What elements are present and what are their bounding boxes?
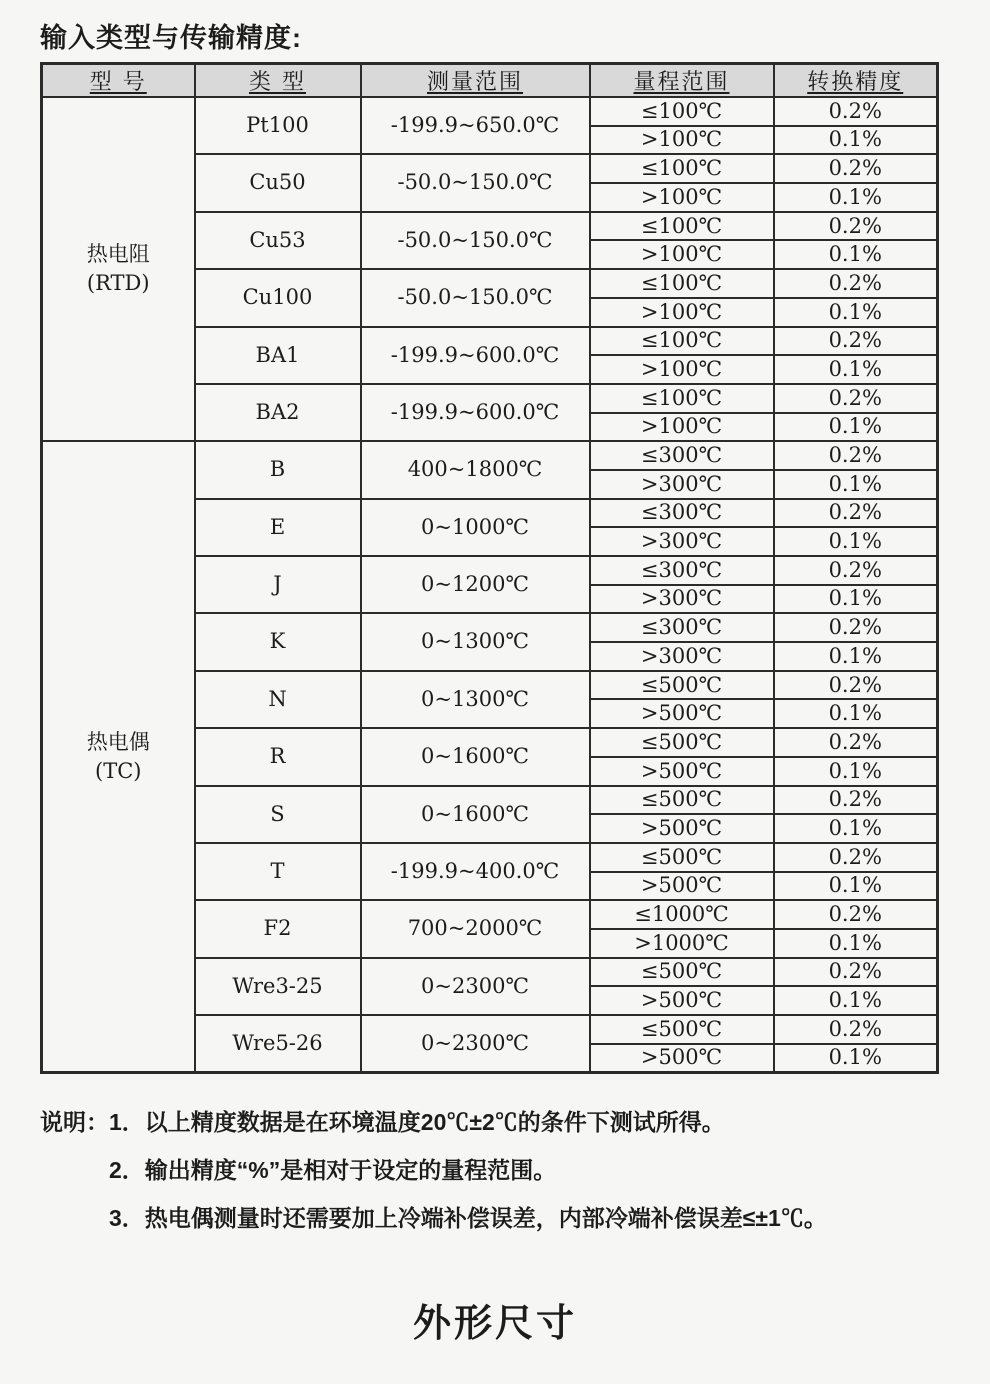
span-range-cell: ≤500℃ — [590, 1015, 774, 1044]
type-cell: S — [195, 786, 361, 843]
accuracy-cell: 0.2% — [774, 327, 938, 356]
accuracy-cell: 0.2% — [774, 154, 938, 183]
type-cell: Cu53 — [195, 212, 361, 269]
span-range-cell: ≤300℃ — [590, 613, 774, 642]
accuracy-cell: 0.2% — [774, 384, 938, 413]
accuracy-cell: 0.1% — [774, 527, 938, 556]
col-header-type: 类 型 — [195, 64, 361, 98]
measure-range-cell: -50.0~150.0℃ — [361, 269, 590, 326]
span-range-cell: >500℃ — [590, 699, 774, 728]
span-range-cell: >300℃ — [590, 527, 774, 556]
span-range-cell: ≤100℃ — [590, 97, 774, 126]
span-range-cell: >500℃ — [590, 986, 774, 1015]
span-range-cell: >100℃ — [590, 126, 774, 155]
type-cell: T — [195, 843, 361, 900]
notes-label: 说明： — [40, 1109, 109, 1135]
table-header-row — [42, 64, 938, 98]
type-cell: Cu50 — [195, 154, 361, 211]
type-cell: B — [195, 441, 361, 498]
accuracy-cell: 0.2% — [774, 728, 938, 757]
accuracy-cell: 0.1% — [774, 240, 938, 269]
accuracy-cell: 0.2% — [774, 499, 938, 528]
span-range-cell: ≤1000℃ — [590, 900, 774, 929]
col-header-measure-range: 测量范围 — [361, 64, 590, 98]
accuracy-cell: 0.1% — [774, 470, 938, 499]
accuracy-cell: 0.1% — [774, 298, 938, 327]
accuracy-cell: 0.2% — [774, 269, 938, 298]
table-row — [42, 97, 938, 126]
section-heading: 外形尺寸 — [412, 1303, 577, 1345]
type-cell: E — [195, 499, 361, 556]
span-range-cell: >300℃ — [590, 585, 774, 614]
measure-range-cell: 0~2300℃ — [361, 958, 590, 1015]
type-cell: F2 — [195, 900, 361, 957]
type-cell: BA1 — [195, 327, 361, 384]
accuracy-cell: 0.2% — [774, 900, 938, 929]
table-row — [42, 441, 938, 470]
model-cell — [42, 441, 195, 1072]
accuracy-cell: 0.1% — [774, 1044, 938, 1073]
measure-range-cell: -199.9~600.0℃ — [361, 384, 590, 441]
measure-range-cell: -50.0~150.0℃ — [361, 154, 590, 211]
accuracy-cell: 0.1% — [774, 699, 938, 728]
accuracy-cell: 0.2% — [774, 671, 938, 700]
span-range-cell: ≤500℃ — [590, 958, 774, 987]
accuracy-cell: 0.2% — [774, 786, 938, 815]
measure-range-cell: -199.9~650.0℃ — [361, 97, 590, 154]
measure-range-cell: -199.9~600.0℃ — [361, 327, 590, 384]
accuracy-cell: 0.2% — [774, 441, 938, 470]
type-cell: N — [195, 671, 361, 728]
measure-range-cell: 700~2000℃ — [361, 900, 590, 957]
span-range-cell: >100℃ — [590, 413, 774, 442]
measure-range-cell: 0~1200℃ — [361, 556, 590, 613]
span-range-cell: >1000℃ — [590, 929, 774, 958]
span-range-cell: ≤100℃ — [590, 212, 774, 241]
measure-range-cell: -50.0~150.0℃ — [361, 212, 590, 269]
measure-range-cell: -199.9~400.0℃ — [361, 843, 590, 900]
type-cell: R — [195, 728, 361, 785]
accuracy-cell: 0.1% — [774, 585, 938, 614]
accuracy-cell: 0.1% — [774, 126, 938, 155]
accuracy-cell: 0.2% — [774, 556, 938, 585]
type-cell: Pt100 — [195, 97, 361, 154]
span-range-cell: >100℃ — [590, 298, 774, 327]
table-body — [42, 97, 938, 1072]
type-cell: Wre3-25 — [195, 958, 361, 1015]
measure-range-cell: 0~1300℃ — [361, 613, 590, 670]
span-range-cell: ≤100℃ — [590, 154, 774, 183]
measure-range-cell: 0~1300℃ — [361, 671, 590, 728]
note-item-2: 2．输出精度“%”是相对于设定的量程范围。 — [109, 1157, 557, 1183]
span-range-cell: >500℃ — [590, 1044, 774, 1073]
model-line: (RTD) — [86, 271, 150, 296]
accuracy-cell: 0.2% — [774, 843, 938, 872]
notes-list — [109, 1098, 827, 1242]
span-range-cell: >100℃ — [590, 240, 774, 269]
type-cell: Wre5-26 — [195, 1015, 361, 1072]
accuracy-cell: 0.1% — [774, 929, 938, 958]
accuracy-cell: 0.1% — [774, 642, 938, 671]
page-title: 输入类型与传输精度: — [40, 23, 302, 53]
model-line: 热电偶 — [86, 729, 150, 754]
accuracy-table — [40, 62, 939, 1074]
measure-range-cell: 0~1600℃ — [361, 728, 590, 785]
measure-range-cell: 0~1000℃ — [361, 499, 590, 556]
measure-range-cell: 0~1600℃ — [361, 786, 590, 843]
span-range-cell: ≤300℃ — [590, 556, 774, 585]
span-range-cell: >500℃ — [590, 872, 774, 901]
span-range-cell: ≤500℃ — [590, 786, 774, 815]
span-range-cell: >300℃ — [590, 642, 774, 671]
span-range-cell: ≤100℃ — [590, 269, 774, 298]
span-range-cell: ≤100℃ — [590, 327, 774, 356]
type-cell: J — [195, 556, 361, 613]
accuracy-cell: 0.2% — [774, 1015, 938, 1044]
accuracy-cell: 0.1% — [774, 757, 938, 786]
type-cell: K — [195, 613, 361, 670]
accuracy-cell: 0.1% — [774, 355, 938, 384]
notes-section — [40, 1098, 827, 1242]
span-range-cell: ≤500℃ — [590, 728, 774, 757]
accuracy-cell: 0.2% — [774, 97, 938, 126]
span-range-cell: ≤500℃ — [590, 671, 774, 700]
span-range-cell: ≤300℃ — [590, 441, 774, 470]
measure-range-cell: 400~1800℃ — [361, 441, 590, 498]
accuracy-cell: 0.2% — [774, 958, 938, 987]
col-header-span-range: 量程范围 — [590, 64, 774, 98]
span-range-cell: >100℃ — [590, 183, 774, 212]
span-range-cell: >500℃ — [590, 757, 774, 786]
col-header-accuracy: 转换精度 — [774, 64, 938, 98]
span-range-cell: >100℃ — [590, 355, 774, 384]
accuracy-cell: 0.1% — [774, 413, 938, 442]
model-line: 热电阻 — [86, 242, 150, 267]
model-line: (TC) — [95, 758, 142, 783]
span-range-cell: ≤300℃ — [590, 499, 774, 528]
span-range-cell: ≤500℃ — [590, 843, 774, 872]
note-item-3: 3．热电偶测量时还需要加上冷端补偿误差，内部冷端补偿误差≤±1℃。 — [109, 1205, 827, 1231]
accuracy-cell: 0.1% — [774, 986, 938, 1015]
accuracy-cell: 0.2% — [774, 613, 938, 642]
model-cell — [42, 97, 195, 441]
measure-range-cell: 0~2300℃ — [361, 1015, 590, 1072]
col-header-model: 型 号 — [42, 64, 195, 98]
span-range-cell: >300℃ — [590, 470, 774, 499]
type-cell: Cu100 — [195, 269, 361, 326]
type-cell: BA2 — [195, 384, 361, 441]
accuracy-cell: 0.2% — [774, 212, 938, 241]
span-range-cell: ≤100℃ — [590, 384, 774, 413]
accuracy-cell: 0.1% — [774, 872, 938, 901]
accuracy-cell: 0.1% — [774, 183, 938, 212]
span-range-cell: >500℃ — [590, 814, 774, 843]
note-item-1: 1．以上精度数据是在环境温度20℃±2℃的条件下测试所得。 — [109, 1109, 725, 1135]
accuracy-cell: 0.1% — [774, 814, 938, 843]
